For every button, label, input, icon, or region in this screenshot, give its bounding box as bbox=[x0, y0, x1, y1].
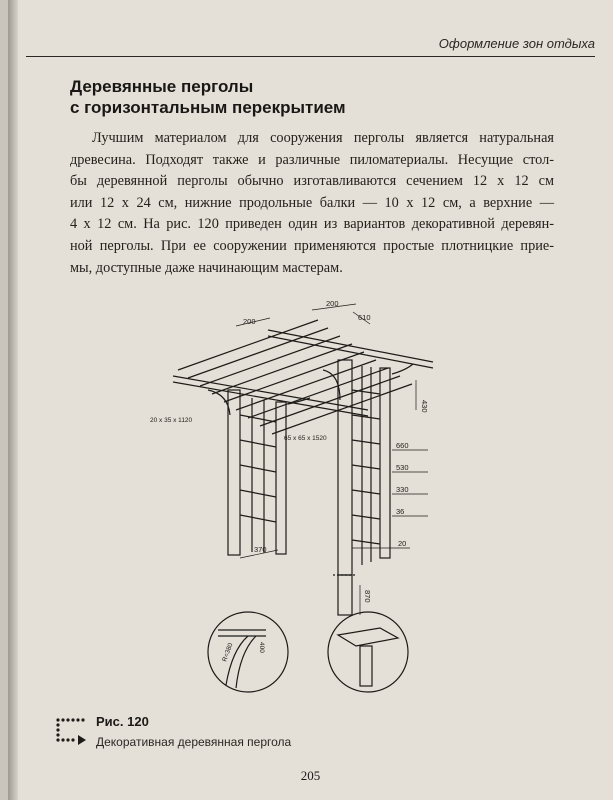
top-rafters bbox=[178, 320, 412, 434]
dim-660: 660 bbox=[396, 441, 409, 450]
book-page bbox=[8, 0, 613, 800]
detail-joint-circle bbox=[208, 612, 288, 692]
page-gutter bbox=[8, 0, 18, 800]
figure-caption: Декоративная деревянная пергола bbox=[96, 735, 292, 749]
paragraph-line: бы деревянной перголы обычно изготавливаются сечением 12 х 12 см bbox=[70, 173, 554, 190]
dim-200-top: 200 bbox=[326, 299, 339, 308]
paragraph-line: Лучшим материалом для сооружения перголы является натуральная bbox=[92, 130, 554, 146]
page-number: 205 bbox=[300, 768, 321, 783]
section-dim-a: 20 x 35 x 1120 bbox=[150, 417, 193, 424]
paragraph-line: мы, доступные даже начинающим мастерам. bbox=[70, 259, 343, 276]
dim-870: 870 bbox=[363, 590, 372, 603]
paragraph-line: или 12 х 24 см, нижние продольные балки — 10 х 12 см, а верхние — bbox=[70, 194, 554, 211]
paragraph-line: древесина. Подходят также и различные пиломатериалы. Несущие стол- bbox=[70, 151, 554, 168]
dim-20: 20 bbox=[398, 539, 407, 548]
running-header: Оформление зон отдыха bbox=[438, 36, 595, 51]
dim-36: 36 bbox=[396, 507, 405, 516]
pergola-drawing bbox=[148, 290, 478, 700]
detail-radius: R=380 bbox=[221, 642, 235, 663]
detail-400: 400 bbox=[258, 642, 265, 653]
figure-label: Рис. 120 bbox=[96, 714, 149, 729]
body-paragraph bbox=[70, 128, 554, 279]
caption-pointer-icon bbox=[52, 714, 96, 754]
dim-530: 530 bbox=[396, 463, 409, 472]
section-dim-b: 65 x 65 x 1520 bbox=[284, 435, 327, 442]
header-rule bbox=[26, 56, 595, 57]
left-trellis bbox=[208, 390, 310, 555]
paragraph-line: ной перголы. При ее сооружении применяются простые плотницкие прие- bbox=[70, 237, 554, 254]
post-footing bbox=[333, 575, 356, 615]
dim-430: 430 bbox=[420, 400, 429, 413]
dim-330: 330 bbox=[396, 485, 409, 494]
paragraph-line: 4 х 12 см. На рис. 120 приведен один из вариантов декоративной деревян- bbox=[70, 216, 554, 233]
heading-line-2: с горизонтальным перекрытием bbox=[70, 98, 346, 117]
dim-370: 370 bbox=[254, 545, 267, 554]
heading-line-1: Деревянные перголы bbox=[70, 77, 254, 96]
section-heading bbox=[70, 76, 490, 118]
dim-200-left: 200 bbox=[243, 317, 256, 326]
detail-footing-circle bbox=[328, 612, 408, 692]
dim-610: 610 bbox=[358, 313, 371, 322]
